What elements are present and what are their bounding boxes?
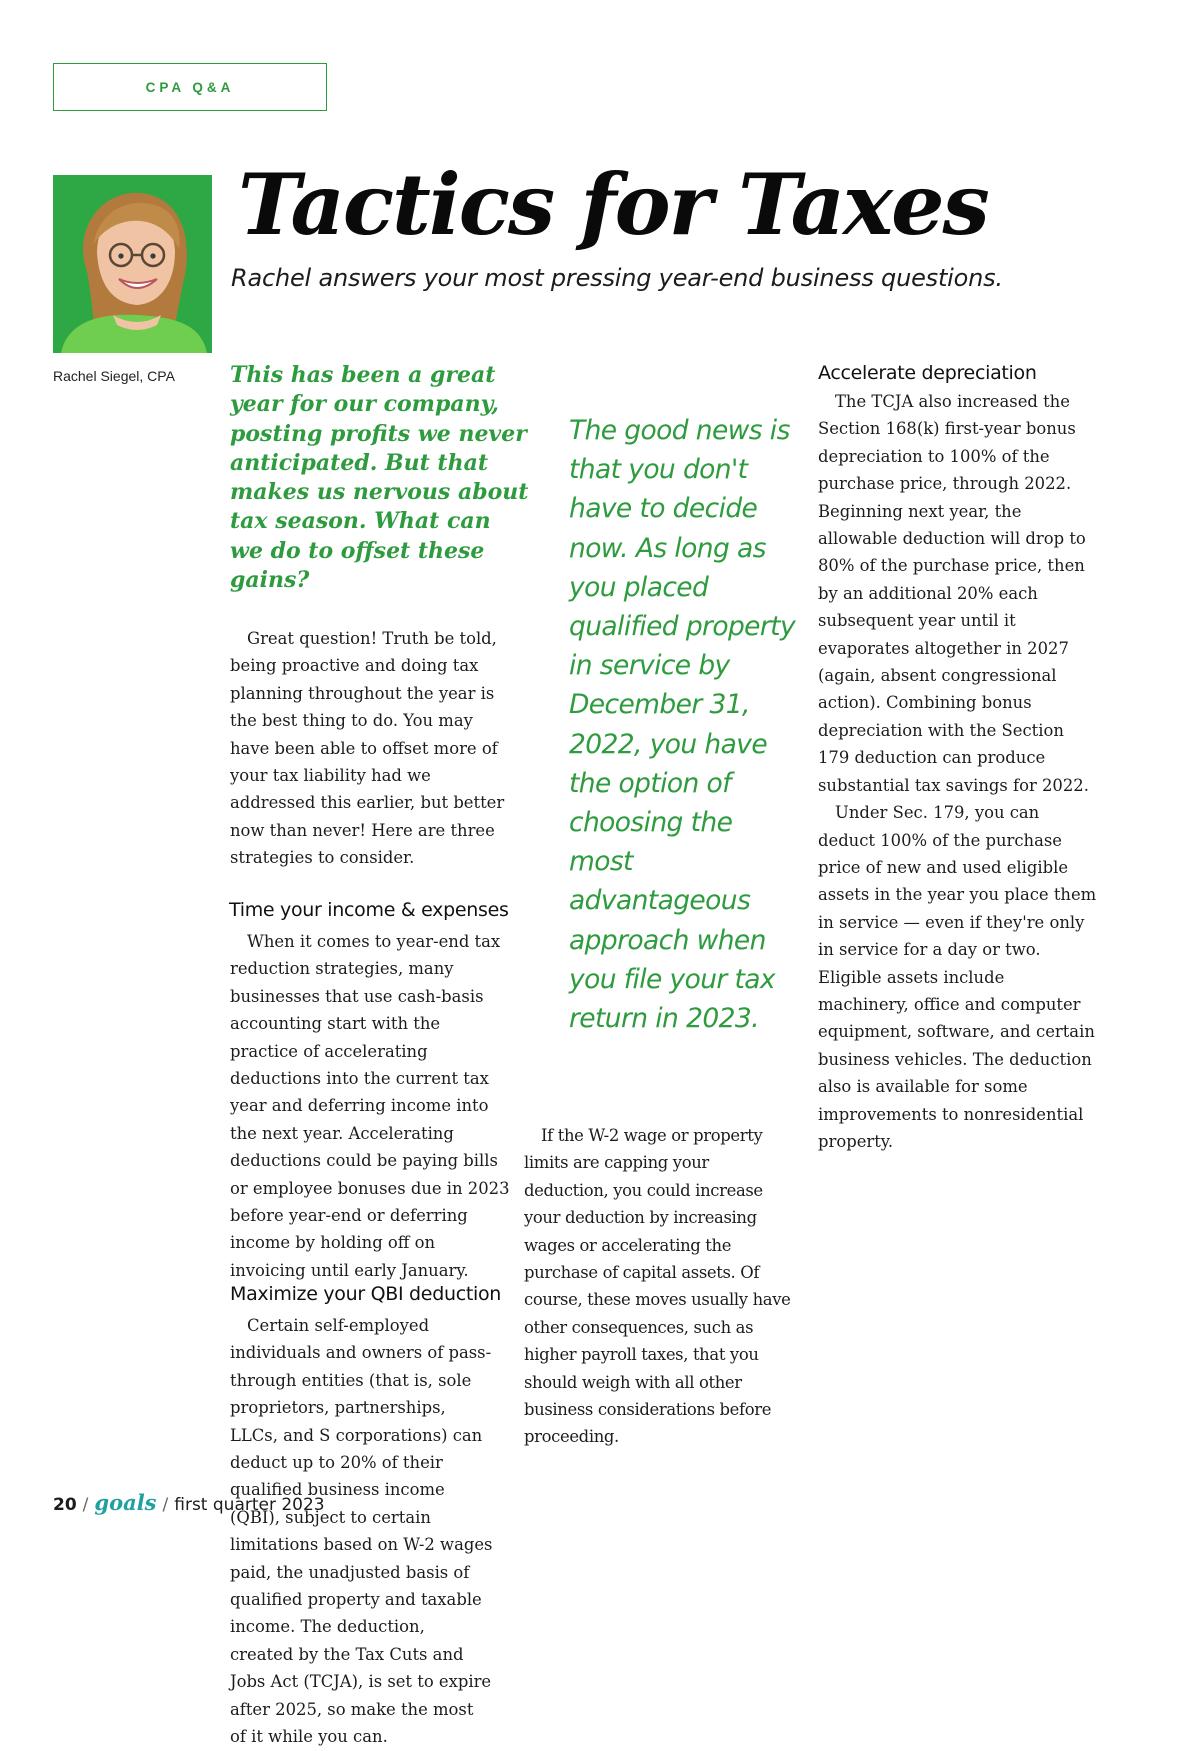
section-time-income bbox=[229, 899, 519, 921]
author-headshot bbox=[53, 175, 212, 353]
section-tag-label: CPA Q&A bbox=[145, 79, 235, 95]
magazine-logo: goals bbox=[94, 1490, 157, 1515]
column-3 bbox=[818, 362, 1100, 1155]
section-qbi bbox=[230, 1283, 520, 1305]
section-heading-time-income: Time your income & expenses bbox=[229, 899, 509, 921]
pull-quote: The good news is that you don't have to decide now. As long as you placed qualified property in service by December 31, 2022, you have the option of choosing the most advantageous approach when you file your tax return in 2023. bbox=[569, 415, 796, 1035]
article-subtitle: Rachel answers your most pressing year-end business questions. bbox=[231, 264, 1003, 292]
section-tag bbox=[53, 63, 327, 111]
footer-separator: / bbox=[82, 1495, 89, 1515]
page-footer bbox=[53, 1490, 325, 1515]
section-time-income-body bbox=[230, 928, 510, 1284]
author-portrait-image bbox=[53, 175, 212, 353]
article-title: Tactics for Taxes bbox=[238, 155, 988, 254]
reader-question: This has been a great year for our company, posting profits we never anticipated. But that makes us nervous about tax season. What can we do to offset these gains? bbox=[230, 362, 529, 594]
section-heading-depreciation: Accelerate depreciation bbox=[818, 362, 1037, 384]
page-number: 20 bbox=[53, 1495, 77, 1515]
section-paragraph-qbi: Certain self-employed individuals and owners of pass-through entities (that is, sole proprietors, partnerships, LLCs, and S corporations) can deduct up to 20% of their qualified business income (QBI), subject to certain limitations based on W-2 wages paid, the unadjusted basis of qualified property and taxable income. The deduction, created by the Tax Cuts and Jobs Act (TCJA), is set to expire after 2025, so make the most of it while you can. bbox=[230, 1316, 493, 1747]
depreciation-paragraph-2: Under Sec. 179, you can deduct 100% of the purchase price of new and used eligible assets in the year you place them in service — even if they're only in service for a day or two. Eligible assets include machinery, office and computer equipment, software, and certain business vehicles. The deduction also is available for some improvements to nonresidential property. bbox=[818, 803, 1097, 1151]
column-2-lower bbox=[524, 1122, 796, 1451]
issue-label: first quarter 2023 bbox=[174, 1495, 325, 1515]
qbi-paragraph-2: If the W-2 wage or property limits are capping your deduction, you could increase your deduction by increasing wages or accelerating the purchase of capital assets. Of course, these moves usually have other consequences, such as higher payroll taxes, that you should weigh with all other business considerations before proceeding. bbox=[524, 1126, 791, 1447]
author-caption: Rachel Siegel, CPA bbox=[53, 368, 175, 384]
column-1 bbox=[230, 625, 512, 872]
intro-paragraph: Great question! Truth be told, being proactive and doing tax planning throughout the year is the best thing to do. You may have been able to offset more of your tax liability had we addressed this earlier, but better now than never! Here are three strategies to consider. bbox=[230, 629, 505, 868]
section-paragraph-time-income: When it comes to year-end tax reduction strategies, many businesses that use cash-basis accounting start with the practice of accelerating deductions into the current tax year and deferring income into the next year. Accelerating deductions could be paying bills or employee bonuses due in 2023 before year-end or deferring income by holding off on invoicing until early January. bbox=[230, 932, 510, 1280]
depreciation-paragraph-1: The TCJA also increased the Section 168(k) first-year bonus depreciation to 100% of the purchase price, through 2022. Beginning next year, the allowable deduction will drop to 80% of the purchase price, then by an additional 20% each subsequent year until it evaporates altogether in 2027 (again, absent congressional action). Combining bonus depreciation with the Section 179 deduction can produce substantial tax savings for 2022. bbox=[818, 392, 1089, 795]
footer-separator: / bbox=[162, 1495, 169, 1515]
section-heading-qbi: Maximize your QBI deduction bbox=[230, 1283, 502, 1305]
